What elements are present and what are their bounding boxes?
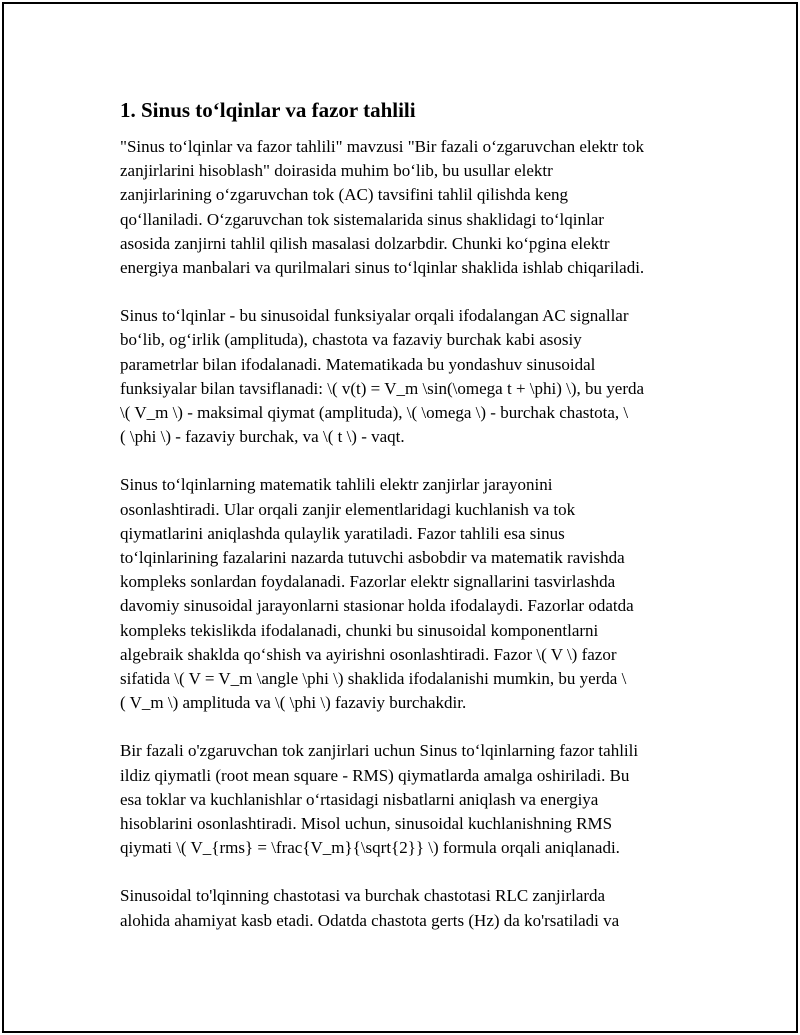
text-line: bo‘lib, og‘irlik (amplituda), chastota va fazaviy burchak kabi asosiy xyxy=(120,330,582,350)
paragraph-rms xyxy=(120,739,700,860)
text-line: to‘lqinlarining fazalarini nazarda tutuvchi asbobdir va matematik ravishda xyxy=(120,548,625,568)
text-line: alohida ahamiyat kasb etadi. Odatda chastota gerts (Hz) da ko'rsatiladi va xyxy=(120,910,620,930)
paragraph-intro xyxy=(120,135,700,280)
text-line: zanjirlarini hisoblash" doirasida muhim bo‘lib, bu usullar elektr xyxy=(120,161,553,181)
text-line: \( V_m \) - maksimal qiymat (amplituda), \( \omega \) - burchak chastota, \ xyxy=(120,403,629,423)
text-line: qiymatlarini aniqlashda qulaylik yaratiladi. Fazor tahlili esa sinus xyxy=(120,523,565,543)
text-line: ildiz qiymatli (root mean square - RMS) qiymatlarda amalga oshiriladi. Bu xyxy=(120,765,630,785)
text-line: asosida zanjirni tahlil qilish masalasi dolzarbdir. Chunki ko‘pgina elektr xyxy=(120,233,610,253)
paragraph-phasor-analysis xyxy=(120,473,700,715)
text-line: Sinus to‘lqinlarning matematik tahlili elektr zanjirlar jarayonini xyxy=(120,475,553,495)
section-heading: 1. Sinus to‘lqinlar va fazor tahlili xyxy=(120,98,416,122)
text-line: qiymati \( V_{rms} = \frac{V_m}{\sqrt{2}} \) formula orqali aniqlanadi. xyxy=(120,838,620,858)
text-line: energiya manbalari va qurilmalari sinus to‘lqinlar shaklida ishlab chiqariladi. xyxy=(120,258,645,278)
text-line: "Sinus to‘lqinlar va fazor tahlili" mavzusi "Bir fazali o‘zgaruvchan elektr tok xyxy=(120,137,645,156)
text-line: kompleks tekislikda ifodalanadi, chunki bu sinusoidal komponentlarni xyxy=(120,620,599,640)
text-line: esa toklar va kuchlanishlar o‘rtasidagi nisbatlarni aniqlash va energiya xyxy=(120,789,599,809)
text-line: zanjirlarining o‘zgaruvchan tok (AC) tavsifini tahlil qilishda keng xyxy=(120,185,569,205)
paragraph-sine-waves xyxy=(120,304,700,449)
document-body xyxy=(120,95,700,957)
paragraph-frequency xyxy=(120,884,700,932)
text-line: kompleks sonlardan foydalanadi. Fazorlar elektr signallarini tasvirlashda xyxy=(120,572,616,592)
text-line: sifatida \( V = V_m \angle \phi \) shaklida ifodalanishi mumkin, bu yerda \ xyxy=(120,669,627,689)
text-line: parametrlar bilan ifodalanadi. Matematikada bu yondashuv sinusoidal xyxy=(120,354,596,374)
text-line: funksiyalar bilan tavsiflanadi: \( v(t) = V_m \sin(\omega t + \phi) \), bu yerda xyxy=(120,378,645,398)
text-line: ( \phi \) - fazaviy burchak, va \( t \) - vaqt. xyxy=(120,427,405,447)
text-line: Sinusoidal to'lqinning chastotasi va burchak chastotasi RLC zanjirlarda xyxy=(120,886,606,906)
text-line: davomiy sinusoidal jarayonlarni stasionar holda ifodalaydi. Fazorlar odatda xyxy=(120,596,634,616)
page-frame xyxy=(2,2,798,1033)
text-line: qo‘llaniladi. O‘zgaruvchan tok sistemalarida sinus shaklidagi to‘lqinlar xyxy=(120,209,604,229)
text-line: ( V_m \) amplituda va \( \phi \) fazaviy burchakdir. xyxy=(120,693,467,713)
text-line: Sinus to‘lqinlar - bu sinusoidal funksiyalar orqali ifodalangan AC signallar xyxy=(120,306,629,326)
text-line: osonlashtiradi. Ular orqali zanjir elementlaridagi kuchlanish va tok xyxy=(120,499,576,519)
text-line: algebraik shaklda qo‘shish va ayirishni osonlashtiradi. Fazor \( V \) fazor xyxy=(120,644,617,664)
text-line: Bir fazali o'zgaruvchan tok zanjirlari uchun Sinus to‘lqinlarning fazor tahlili xyxy=(120,741,639,761)
text-line: hisoblarini osonlashtiradi. Misol uchun, sinusoidal kuchlanishning RMS xyxy=(120,814,613,834)
